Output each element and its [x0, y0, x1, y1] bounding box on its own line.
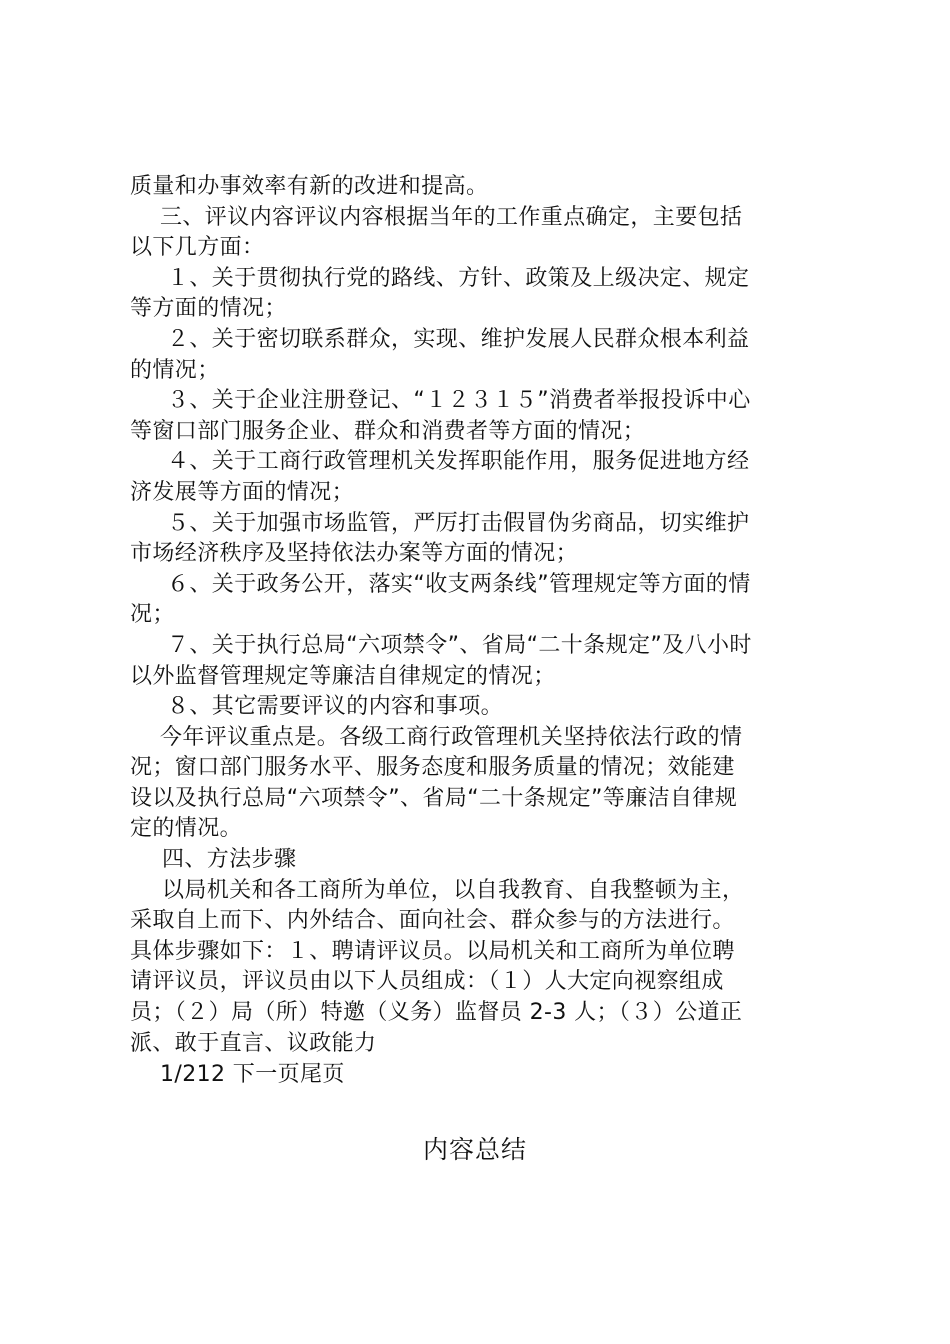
text-line: 设以及执行总局“六项禁令”、省局“二十条规定”等廉洁自律规 [130, 785, 738, 811]
list-item: ７、关于执行总局“六项禁令”、省局“二十条规定”及八小时 [167, 632, 752, 658]
text-line: 采取自上而下、内外结合、面向社会、群众参与的方法进行。 [130, 908, 735, 934]
text-line: 济发展等方面的情况； [130, 479, 355, 505]
list-item: ２、关于密切联系群众，实现、维护发展人民群众根本利益 [167, 326, 750, 352]
text-line: 以外监督管理规定等廉洁自律规定的情况； [130, 663, 556, 689]
text-line: 请评议员，评议员由以下人员组成：（１）人大定向视察组成 [130, 969, 724, 995]
text-line: 等方面的情况； [130, 296, 287, 322]
text-line: 市场经济秩序及坚持依法办案等方面的情况； [130, 541, 579, 567]
text-line: 员；（２）局（所）特邀（义务）监督员 2-3 人；（３）公道正 [130, 1000, 743, 1026]
text-line: 的情况； [130, 357, 220, 383]
text-line: 派、敢于直言、议政能力 [130, 1030, 377, 1056]
list-item: ４、关于工商行政管理机关发挥职能作用，服务促进地方经 [167, 449, 750, 475]
document-body [130, 172, 830, 1059]
text-line: 以下几方面： [130, 235, 265, 261]
summary-title: 内容总结 [422, 1135, 527, 1164]
text-line: 定的情况。 [130, 816, 243, 842]
text-line: 质量和办事效率有新的改进和提高。 [130, 174, 489, 199]
list-item: ６、关于政务公开，落实“收支两条线”管理规定等方面的情 [167, 571, 751, 597]
list-item: ５、关于加强市场监管，严厉打击假冒伪劣商品，切实维护 [167, 510, 750, 536]
section-heading-3: 三、评议内容评议内容根据当年的工作重点确定，主要包括 [160, 204, 743, 230]
paragraph-start: 以局机关和各工商所为单位，以自我教育、自我整顿为主， [162, 877, 745, 903]
paragraph-start: 今年评议重点是。各级工商行政管理机关坚持依法行政的情 [160, 724, 743, 750]
list-item: ３、关于企业注册登记、“１２３１５”消费者举报投诉中心 [167, 388, 751, 414]
section-heading-4: 四、方法步骤 [162, 847, 297, 873]
text-line: 具体步骤如下：１、聘请评议员。以局机关和工商所为单位聘 [130, 938, 735, 964]
text-line: 况；窗口部门服务水平、服务态度和服务质量的情况；效能建 [130, 755, 735, 781]
list-item: １、关于贯彻执行党的路线、方针、政策及上级决定、规定 [167, 265, 750, 291]
text-line: 况； [130, 602, 175, 628]
list-item: ８、其它需要评议的内容和事项。 [167, 694, 504, 720]
page-navigation-footer[interactable]: 1/212 下一页尾页 [160, 1062, 345, 1087]
text-line: 等窗口部门服务企业、群众和消费者等方面的情况； [130, 418, 646, 444]
